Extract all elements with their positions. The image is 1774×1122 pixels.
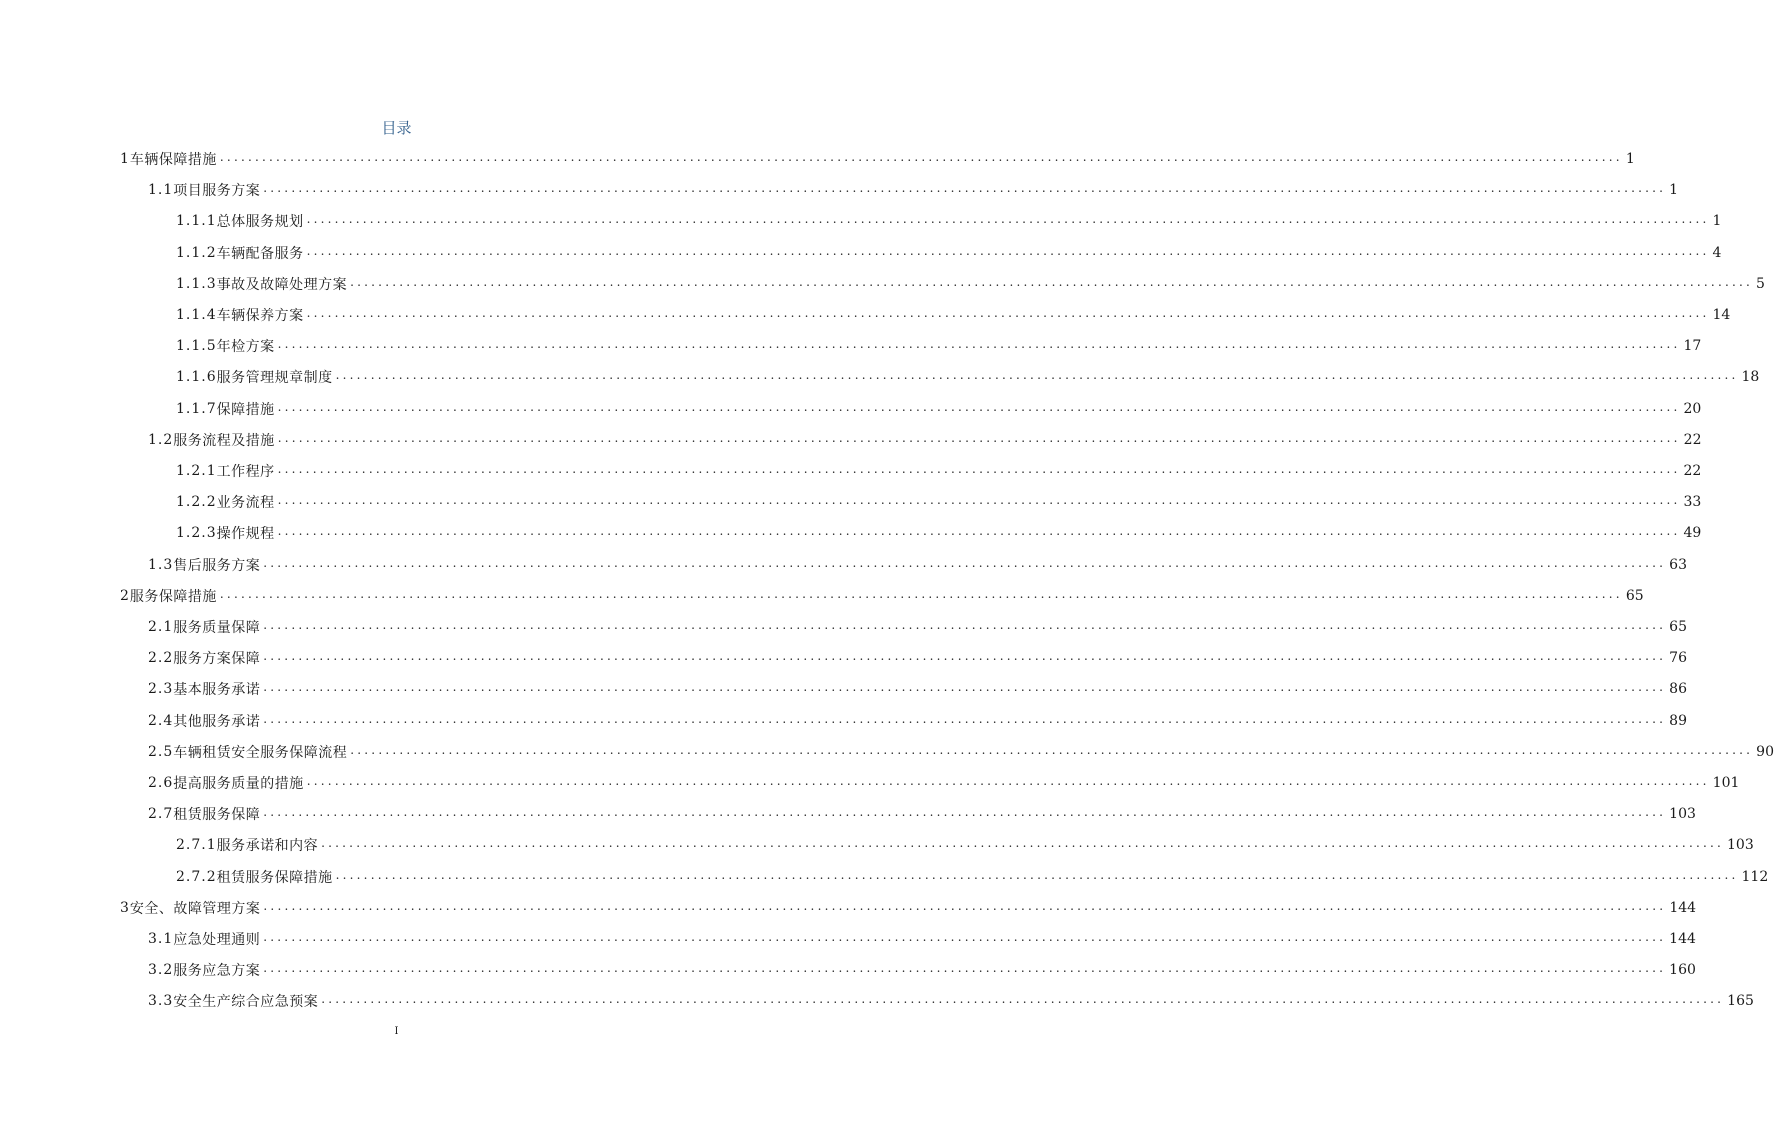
toc-entry-page: 22 <box>1683 463 1702 479</box>
toc-entry[interactable] <box>148 956 1696 984</box>
toc-entry-title: 工作程序 <box>216 464 275 480</box>
toc-dot-leader: ........................................................................................................................................................................................................ <box>219 586 1623 601</box>
toc-entry-page: 1 <box>1625 151 1635 167</box>
toc-entry-page: 86 <box>1669 681 1687 698</box>
toc-entry-number: 3.2 <box>148 962 174 979</box>
toc-dot-leader: ........................................................................................................................................................................................................ <box>263 805 1667 820</box>
toc-entry[interactable] <box>176 519 1702 547</box>
toc-entry-page: 5 <box>1756 275 1765 292</box>
toc-dot-leader: ........................................................................................................................................................................................................ <box>306 774 1710 788</box>
toc-entry-title: 总体服务规划 <box>216 214 304 231</box>
toc-entry-page: 18 <box>1741 369 1760 386</box>
toc-entry-title: 业务流程 <box>216 495 275 512</box>
toc-entry-title: 租赁服务保障措施 <box>216 869 333 886</box>
toc-entry-number: 2.4 <box>148 712 174 729</box>
toc-entry-title: 售后服务方案 <box>173 557 261 574</box>
toc-entry[interactable] <box>176 363 1760 391</box>
toc-entry-title: 服务应急方案 <box>173 963 261 980</box>
toc-entry-title: 年检方案 <box>216 339 275 356</box>
toc-entry-number: 3 <box>120 899 130 916</box>
toc-entry-number: 1.1 <box>148 182 174 199</box>
toc-entry-page: 89 <box>1669 712 1687 729</box>
toc-entry[interactable] <box>176 863 1769 891</box>
toc-entry-number: 2.6 <box>148 775 174 791</box>
toc-dot-leader: ........................................................................................................................................................................................................ <box>350 742 1754 757</box>
toc-entry-title: 服务方案保障 <box>173 651 261 668</box>
toc-dot-leader: ........................................................................................................................................................................................................ <box>335 867 1739 882</box>
toc-entry[interactable] <box>148 738 1774 766</box>
toc-entry-number: 2.7 <box>148 806 174 823</box>
toc-entry[interactable] <box>148 925 1696 953</box>
toc-entry[interactable] <box>148 176 1679 204</box>
toc-entry[interactable] <box>148 426 1702 454</box>
toc-entry-number: 1 <box>120 151 130 167</box>
toc-entry-number: 2.2 <box>148 650 174 667</box>
toc-entry-page: 160 <box>1669 962 1696 979</box>
toc-dot-leader: ........................................................................................................................................................................................................ <box>306 212 1710 227</box>
toc-entry-title: 服务保障措施 <box>129 588 217 605</box>
toc-entry[interactable] <box>120 145 1635 173</box>
toc-dot-leader: ........................................................................................................................................................................................................ <box>263 618 1667 632</box>
toc-entry-page: 4 <box>1712 244 1722 261</box>
toc-dot-leader: ........................................................................................................................................................................................................ <box>277 462 1681 476</box>
page-footer-number: I <box>394 1026 399 1037</box>
toc-entry-title: 车辆保养方案 <box>216 308 304 324</box>
toc-entry-number: 1.1.6 <box>176 369 217 386</box>
toc-entry-page: 90 <box>1756 743 1774 760</box>
toc-dot-leader: ........................................................................................................................................................................................................ <box>277 399 1681 414</box>
toc-entry-number: 3.1 <box>148 931 174 947</box>
toc-entry-title: 安全生产综合应急预案 <box>173 994 319 1011</box>
toc-entry[interactable] <box>148 644 1687 672</box>
toc-entry-page: 144 <box>1669 931 1696 947</box>
toc-entry[interactable] <box>176 239 1722 267</box>
toc-dot-leader: ........................................................................................................................................................................................................ <box>350 274 1754 289</box>
toc-dot-leader: ........................................................................................................................................................................................................ <box>263 961 1667 976</box>
toc-entry[interactable] <box>148 707 1687 735</box>
toc-entry-page: 17 <box>1683 338 1702 355</box>
toc-entry-page: 22 <box>1683 431 1702 448</box>
toc-entry-title: 安全、故障管理方案 <box>129 900 261 917</box>
toc-dot-leader: ........................................................................................................................................................................................................ <box>277 493 1681 508</box>
toc-entry-number: 1.1.5 <box>176 338 217 355</box>
toc-entry-page: 65 <box>1669 619 1687 635</box>
toc-entry-title: 车辆租赁安全服务保障流程 <box>173 744 348 761</box>
toc-entry-number: 1.1.2 <box>176 244 217 261</box>
toc-entry-title: 服务管理规章制度 <box>216 370 333 387</box>
toc-dot-leader: ........................................................................................................................................................................................................ <box>321 992 1725 1007</box>
toc-dot-leader: ........................................................................................................................................................................................................ <box>263 898 1667 913</box>
toc-entry-title: 操作规程 <box>216 526 275 543</box>
toc-entry-title: 服务质量保障 <box>173 620 261 636</box>
toc-entry-page: 103 <box>1669 806 1696 823</box>
toc-entry[interactable] <box>148 769 1740 797</box>
toc-entry[interactable] <box>176 301 1731 329</box>
toc-dot-leader: ........................................................................................................................................................................................................ <box>277 430 1681 445</box>
toc-dot-leader: ........................................................................................................................................................................................................ <box>263 649 1667 664</box>
toc-entry-title: 项目服务方案 <box>173 183 261 200</box>
toc-entry-number: 1.2.3 <box>176 525 217 542</box>
toc-entry-title: 服务承诺和内容 <box>216 838 319 855</box>
toc-entry-page: 144 <box>1669 899 1697 916</box>
toc-entry[interactable] <box>148 613 1687 641</box>
toc-entry-title: 应急处理通则 <box>173 932 261 948</box>
toc-entry-page: 165 <box>1727 993 1754 1010</box>
toc-entry-page: 63 <box>1669 556 1687 573</box>
toc-entry-title: 保障措施 <box>216 401 275 418</box>
toc-entry-number: 2 <box>120 587 130 604</box>
toc-entry-title: 提高服务质量的措施 <box>173 776 304 792</box>
toc-dot-leader: ........................................................................................................................................................................................................ <box>321 836 1725 851</box>
toc-title: 目录 <box>381 119 412 137</box>
toc-entry[interactable] <box>148 551 1687 579</box>
toc-entry-page: 1 <box>1669 182 1679 199</box>
toc-dot-leader: ........................................................................................................................................................................................................ <box>306 306 1710 320</box>
toc-entry-number: 1.2.2 <box>176 494 217 511</box>
toc-entry-page: 65 <box>1625 587 1644 604</box>
toc-entry-number: 2.7.2 <box>176 868 217 885</box>
toc-entry-number: 2.5 <box>148 743 174 760</box>
toc-entry-page: 112 <box>1741 868 1769 885</box>
toc-entry[interactable] <box>120 582 1644 610</box>
toc-entry[interactable] <box>148 800 1696 828</box>
toc-entry[interactable] <box>176 457 1702 485</box>
toc-entry[interactable] <box>176 831 1754 859</box>
toc-entry-number: 1.2 <box>148 431 174 448</box>
toc-entry[interactable] <box>176 332 1702 360</box>
toc-entry[interactable] <box>176 395 1702 423</box>
toc-entry-number: 1.1.7 <box>176 400 217 417</box>
toc-entry[interactable] <box>120 894 1697 922</box>
toc-entry-page: 76 <box>1669 650 1687 667</box>
toc-dot-leader: ........................................................................................................................................................................................................ <box>277 337 1681 352</box>
toc-entry-number: 1.1.1 <box>176 213 217 230</box>
toc-dot-leader: ........................................................................................................................................................................................................ <box>335 368 1739 383</box>
toc-entry-number: 2.1 <box>148 619 174 635</box>
toc-entry[interactable] <box>148 987 1754 1015</box>
toc-entry-page: 103 <box>1727 837 1754 854</box>
toc-dot-leader: ........................................................................................................................................................................................................ <box>263 181 1667 196</box>
toc-entry-number: 1.1.3 <box>176 275 217 292</box>
toc-entry[interactable] <box>176 207 1722 235</box>
toc-entry-page: 20 <box>1683 400 1702 417</box>
toc-dot-leader: ........................................................................................................................................................................................................ <box>263 930 1667 944</box>
toc-entry-page: 101 <box>1712 775 1740 791</box>
toc-entry-page: 49 <box>1683 525 1702 542</box>
toc-entry-number: 2.3 <box>148 681 174 698</box>
toc-entry-page: 14 <box>1712 307 1731 323</box>
toc-dot-leader: ........................................................................................................................................................................................................ <box>277 524 1681 539</box>
toc-entry-title: 服务流程及措施 <box>173 432 275 449</box>
toc-entry-number: 1.1.4 <box>176 307 217 323</box>
toc-entry-title: 基本服务承诺 <box>173 682 261 699</box>
toc-entry-page: 33 <box>1683 494 1702 511</box>
toc-entry[interactable] <box>148 675 1687 703</box>
toc-dot-leader: ........................................................................................................................................................................................................ <box>263 711 1667 726</box>
toc-entry-title: 事故及故障处理方案 <box>216 276 348 293</box>
toc-entry-title: 其他服务承诺 <box>173 713 261 730</box>
toc-entry-title: 车辆配备服务 <box>216 245 304 262</box>
toc-entry-number: 1.2.1 <box>176 463 217 479</box>
toc-entry[interactable] <box>176 488 1702 516</box>
toc-entry[interactable] <box>176 270 1765 298</box>
toc-entry-title: 车辆保障措施 <box>129 152 217 168</box>
toc-entry-title: 租赁服务保障 <box>173 807 261 824</box>
toc-dot-leader: ........................................................................................................................................................................................................ <box>263 680 1667 695</box>
toc-dot-leader: ........................................................................................................................................................................................................ <box>219 150 1623 164</box>
toc-entry-number: 1.3 <box>148 556 174 573</box>
toc-dot-leader: ........................................................................................................................................................................................................ <box>263 555 1667 570</box>
toc-entry-page: 1 <box>1712 213 1722 230</box>
toc-dot-leader: ........................................................................................................................................................................................................ <box>306 243 1710 258</box>
toc-entry-number: 3.3 <box>148 993 174 1010</box>
toc-entry-number: 2.7.1 <box>176 837 217 854</box>
